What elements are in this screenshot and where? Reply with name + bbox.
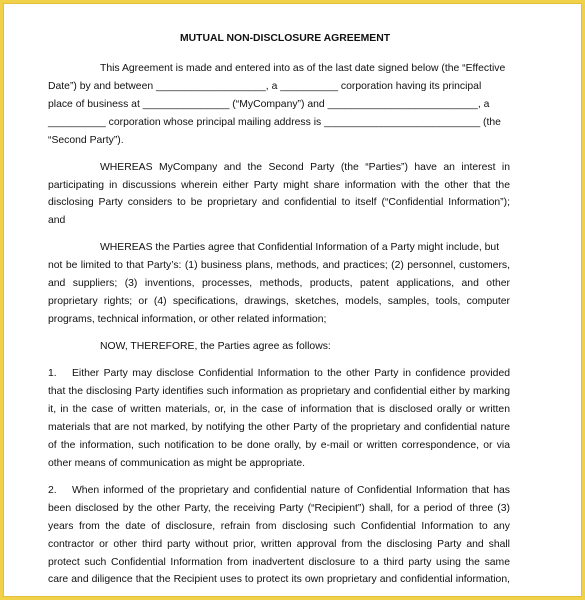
clause-1 — [48, 365, 510, 472]
whereas-paragraph-1 — [48, 159, 510, 231]
now-therefore-paragraph — [48, 338, 510, 356]
text-line: proprietary rights; or (4) specifications, drawings, sketches, models, samples, tools, computer — [48, 296, 510, 308]
document-body — [48, 30, 510, 596]
text-line: __________ corporation whose principal mailing address is ___________________________ (the — [48, 116, 501, 128]
text-line: other means of communication as might be appropriate. — [48, 457, 306, 469]
document-title: MUTUAL NON-DISCLOSURE AGREEMENT — [179, 33, 391, 44]
text-line: that the disclosing Party identifies such information as proprietary and confidential either by marking — [48, 386, 510, 398]
text-line: programs, technical information, or other related information; — [48, 314, 327, 326]
clause-text: Either Party may disclose Confidential Information to the other Party in confidence provided — [72, 368, 510, 380]
text-line: participating in discussions wherein either Party might share information with the other that the — [48, 179, 510, 191]
text-line: care and diligence that the Recipient uses to protect its own proprietary and confidential information, — [48, 574, 510, 586]
text-line: WHEREAS MyCompany and the Second Party (the “Parties”) have an interest in — [100, 161, 510, 173]
clause-number: 1. — [48, 368, 57, 380]
text-line: protect such Confidential Information from inadvertent disclosure to a third party using the same — [48, 556, 510, 568]
clause-text: When informed of the proprietary and confidential nature of Confidential Information that has — [72, 484, 510, 496]
clause-2 — [48, 482, 510, 589]
text-line: NOW, THEREFORE, the Parties agree as follows: — [100, 341, 331, 353]
text-line: not be limited to that Party’s: (1) business plans, methods, and practices; (2) personnel, customers, — [48, 260, 510, 272]
text-line: been disclosed by the other Party, the receiving Party (“Recipient”) shall, for a period of three (3) — [48, 502, 510, 514]
text-line: WHEREAS the Parties agree that Confidential Information of a Party might include, but — [100, 242, 500, 254]
text-line: of the information, such notification to be done orally, by e-mail or written correspondence, or via — [48, 439, 510, 451]
document-page — [4, 4, 581, 596]
text-line: place of business at _______________ (“MyCompany”) and __________________________, a — [48, 98, 490, 110]
intro-paragraph — [48, 60, 510, 150]
whereas-paragraph-2 — [48, 239, 510, 329]
text-line — [48, 365, 510, 383]
text-line: Date”) by and between ___________________, a __________ corporation having its principal — [48, 80, 482, 92]
text-line: years from the date of disclosure, refrain from disclosing such Confidential Information to any — [48, 520, 510, 532]
text-line: “Second Party”). — [48, 134, 124, 146]
text-line: contractor or other third party without prior, written approval from the disclosing Party and shall — [48, 538, 510, 550]
text-line: and suppliers; (3) inventions, processes, methods, products, patent applications, and other — [48, 278, 510, 290]
text-line: it, in the case of written materials, or, in the case of information that is disclosed orally or written — [48, 404, 510, 416]
text-line: disclosing Party considers to be proprietary and confidential to itself (“Confidential Information”); — [48, 197, 510, 209]
text-line: and — [48, 215, 66, 227]
clause-number: 2. — [48, 484, 57, 496]
text-line: materials that are not marked, by notifying the other Party of the proprietary and confidential nature — [48, 421, 510, 433]
text-line — [48, 482, 510, 500]
text-line: This Agreement is made and entered into as of the last date signed below (the “Effective — [100, 62, 506, 74]
